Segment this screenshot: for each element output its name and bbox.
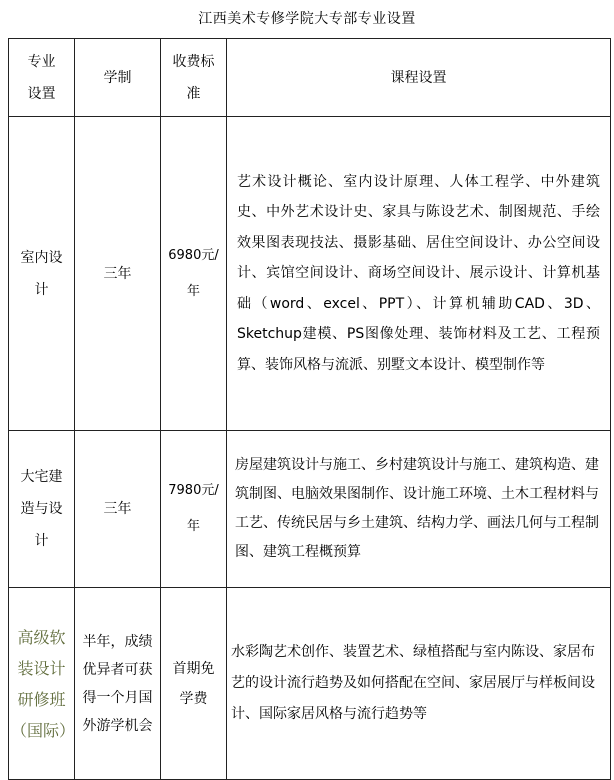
table-row bbox=[9, 431, 611, 588]
major-name: 室内设计 bbox=[9, 117, 75, 431]
table-row bbox=[9, 117, 611, 431]
duration: 三年 bbox=[75, 117, 161, 431]
header-fee: 收费标准 bbox=[161, 39, 227, 117]
table-header-row bbox=[9, 39, 611, 117]
courses: 水彩陶艺术创作、装置艺术、绿植搭配与室内陈设、家居布艺的设计流行趋势及如何搭配在空间、家居展厅与样板间设计、国际家居风格与流行趋势等 bbox=[227, 588, 611, 780]
major-name: 大宅建造与设计 bbox=[9, 431, 75, 588]
document-title: 江西美术专修学院大专部专业设置 bbox=[198, 11, 416, 27]
courses: 艺术设计概论、室内设计原理、人体工程学、中外建筑史、中外艺术设计史、家具与陈设艺术、制图规范、手绘效果图表现技法、摄影基础、居住空间设计、办公空间设计、宾馆空间设计、商场空间设计、展示设计、计算机基础（word、excel、PPT）、计算机辅助CAD、3D、Sketchup建模、PS图像处理、装饰材料及工艺、工程预算、装饰风格与流派、别墅文本设计、模型制作等 bbox=[227, 117, 611, 431]
fee: 首期免学费 bbox=[161, 588, 227, 780]
fee: 6980元/年 bbox=[161, 117, 227, 431]
table-row bbox=[9, 588, 611, 780]
major-table bbox=[8, 38, 611, 780]
fee: 7980元/年 bbox=[161, 431, 227, 588]
header-major: 专业设置 bbox=[9, 39, 75, 117]
header-duration: 学制 bbox=[75, 39, 161, 117]
courses: 房屋建筑设计与施工、乡村建筑设计与施工、建筑构造、建筑制图、电脑效果图制作、设计施工环境、土木工程材料与工艺、传统民居与乡土建筑、结构力学、画法几何与工程制图、建筑工程概预算 bbox=[227, 431, 611, 588]
major-name: 高级软装设计研修班（国际） bbox=[9, 588, 75, 780]
header-courses: 课程设置 bbox=[227, 39, 611, 117]
duration: 三年 bbox=[75, 431, 161, 588]
duration: 半年，成绩优异者可获得一个月国外游学机会 bbox=[75, 588, 161, 780]
